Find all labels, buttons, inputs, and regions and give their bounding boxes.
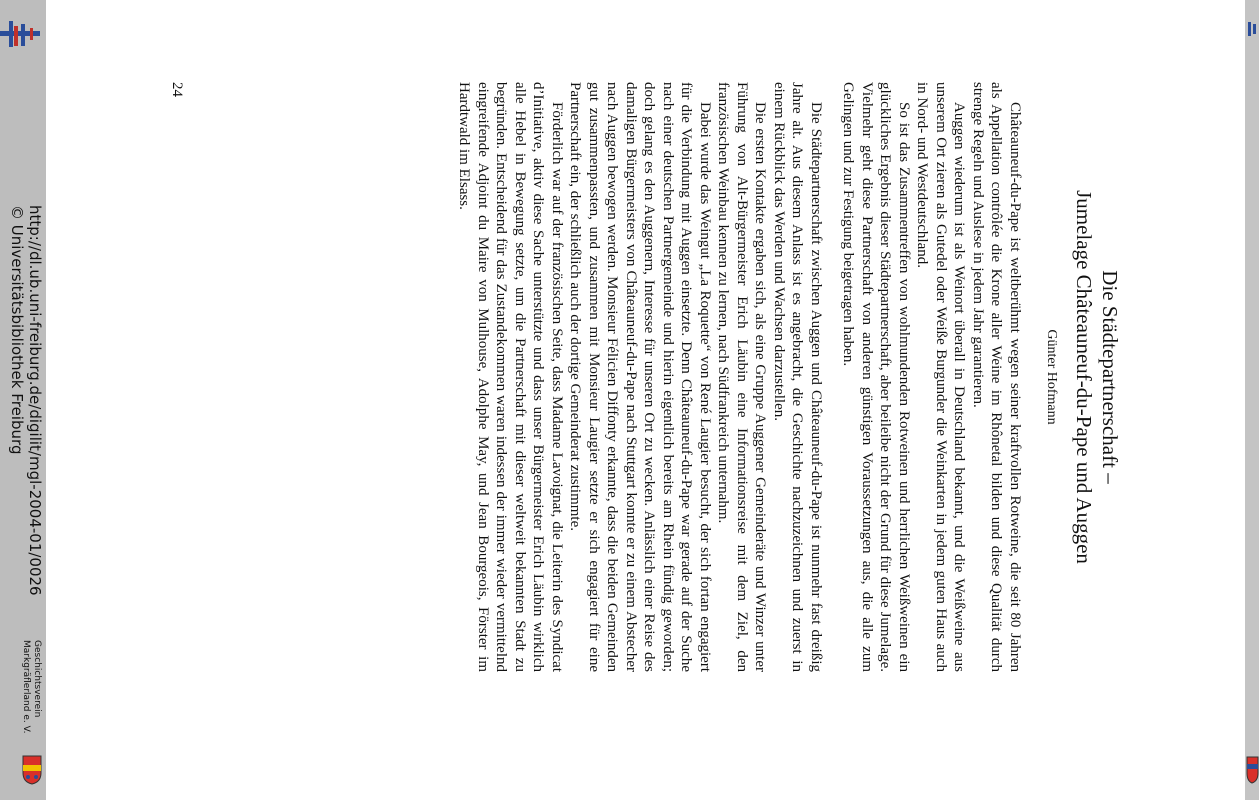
- viewer-right-strip: [1245, 0, 1259, 800]
- coat-of-arms-icon: [1246, 755, 1259, 785]
- paragraph: Auggen wiederum ist als Weinort überall in Deutschland bekannt, und die Weißweine aus unserem Ort zieren als Gutedel oder Weiße Burgunder die Weinkarten in jedem guten Haus auch in Nord- und Westdeutschland.: [914, 82, 968, 672]
- copyright-notice: © Universitätsbibliothek Freiburg: [8, 205, 26, 455]
- paragraph: Förderlich war auf der französischen Seite, dass Madame Lavoignat, die Leiterin des Syndicat d’Initiative, aktiv diese Sache unterstützte und dass unser Bürgermeister Erich Läubin wirklich alle Hebel in Bewegung setzte, um die Partnerschaft mit dieser weltweit bekannten Stadt zu begründen. Entscheidend für das Zustandekommen waren indessen der immer wieder vermittelnd eingreifende Adjoint du Maire von Mulhouse, Adolphe May, und Jean Bourgeois, Förster im Hardtwald im Elsass.: [456, 82, 565, 672]
- society-name-line2: Markgräflerland e. V.: [21, 640, 31, 734]
- article-author: Günter Hofmann: [1044, 329, 1059, 425]
- paragraph: Die Städtepartnerschaft zwischen Auggen und Châteauneuf-du-Pape ist nunmehr fast dreißig Jahre alt. Aus diesem Anlass ist es angebracht, die Geschichte nachzuzeichnen und zuerst in einem Rückblick das Werden und Wachsen darzustellen.: [771, 82, 824, 672]
- article-title-line2: Jumelage Châteauneuf-du-Pape und Auggen: [1072, 190, 1096, 564]
- ub-freiburg-logo-icon: [1247, 22, 1257, 36]
- document-url-link[interactable]: http://dl.ub.uni-freiburg.de/digilit/mgl-2004-01/0026: [26, 205, 44, 596]
- viewer-left-strip: [0, 0, 46, 800]
- paragraph: Die ersten Kontakte ergaben sich, als eine Gruppe Auggener Gemeinderäte und Winzer unter Führung von Alt-Bürgermeister Erich Läubin eine Informationsreise mit dem Ziel, den französischen Weinbau kennen zu lernen, nach Südfrankreich unternahm.: [715, 82, 769, 672]
- coat-of-arms-icon: [22, 755, 42, 785]
- paragraph: Châteauneuf-du-Pape ist weltberühmt wegen seiner kraftvollen Rotweine, die seit 80 Jahren als Appellation contrôlée die Krone aller Weine im Rhônetal bilden und diese Qualität durch strenge Regeln und Auslese in jedem Jahr garantieren.: [970, 82, 1023, 672]
- society-name-line1: Geschichtsverein: [32, 640, 42, 718]
- document-page: [168, 82, 1123, 672]
- page-number: 24: [169, 82, 185, 97]
- ub-freiburg-logo-icon[interactable]: [0, 16, 40, 52]
- article-title-line1: Die Städtepartnerschaft –: [1098, 270, 1122, 484]
- paragraph: So ist das Zusammentreffen von wohlmundenden Rotweinen und herrlichen Weißweinen ein glückliches Ergebnis dieser Städtepartnerschaft, aber beileibe nicht der Grund für diese Jumelage. Vielmehr geht diese Partnerschaft von anderen günstigen Voraussetzungen aus, die alle zum Gelingen und zur Festigung beigetragen haben.: [840, 82, 912, 672]
- article-title: [1071, 82, 1123, 672]
- paragraph: Dabei wurde das Weingut „La Roquette“ von René Laugier besucht, der sich fortan engagiert für die Verbindung mit Auggen einsetzte. Denn Châteauneuf-du-Pape war gerade auf der Suche nach einer deutschen Partnergemeinde und hierin eigentlich bereits am Rhein fündig geworden; doch gelang es den Auggenern, Interesse für unseren Ort zu wecken. Anlässlich einer Reise des damaligen Bürgermeisters von Châteauneuf-du-Pape nach Stuttgart konnte er zu einem Abstecher nach Auggen bewogen werden. Monsieur Félicien Diffonty erkannte, dass die beiden Gemeinden gut zusammenpassten, und zusammen mit Monsieur Laugier setzte er sich engagiert für eine Partnerschaft ein, der schließlich auch der dortige Gemeinderat zustimmte.: [567, 82, 713, 672]
